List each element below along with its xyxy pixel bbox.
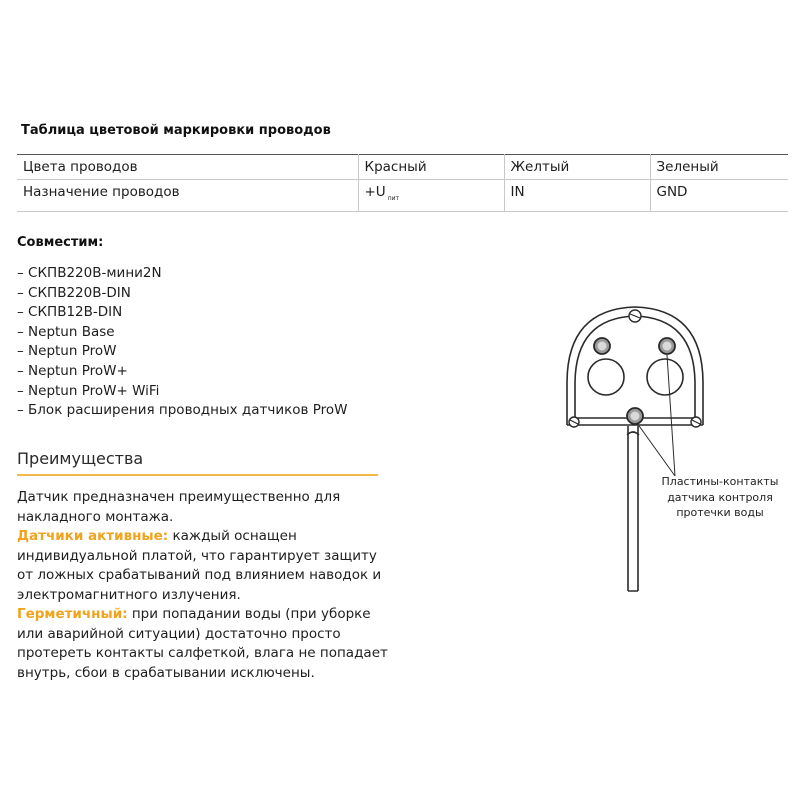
wire-table-title: Таблица цветовой маркировки проводов xyxy=(21,123,331,138)
sensor-hole-right xyxy=(647,359,683,395)
table-cell: Красный xyxy=(358,155,504,180)
caption-line: датчика контроля xyxy=(667,490,773,504)
feature-label-sealed: Герметичный: xyxy=(17,606,128,622)
advantages-intro: Датчик предназначен преимущественно для накладного монтажа. xyxy=(17,489,341,525)
caption-line: протечки воды xyxy=(676,506,764,520)
compatible-title: Совместим: xyxy=(17,235,104,250)
table-row-label: Назначение проводов xyxy=(17,180,358,212)
list-item: – Neptun ProW+ WiFi xyxy=(17,382,160,399)
compatible-list xyxy=(17,264,348,421)
table-cell: IN xyxy=(504,180,650,212)
feature-text-sealed: при попадании воды (при уборке или аварийной ситуации) достаточно просто протереть контакты салфеткой, влага не попадает внутрь, сбои в срабатывании исключены. xyxy=(17,606,388,681)
table-cell: Зеленый xyxy=(650,155,788,180)
list-item: – СКПВ12В-DIN xyxy=(17,304,123,321)
caption-line: Пластины-контакты xyxy=(661,475,779,488)
list-item: – СКПВ220В-DIN xyxy=(17,284,131,301)
advantages-text xyxy=(17,488,397,683)
sensor-hole-left xyxy=(588,359,624,395)
feature-label-active: Датчики активные: xyxy=(17,528,169,544)
list-item: – Блок расширения проводных датчиков ProW xyxy=(17,402,348,419)
advantages-title: Преимущества xyxy=(17,449,144,468)
supply-voltage-symbol: +U xyxy=(364,184,386,200)
sensor-cable xyxy=(628,426,638,591)
supply-voltage-subscript: пит xyxy=(387,195,400,202)
advantages-underline xyxy=(17,474,378,476)
table-row-label: Цвета проводов xyxy=(17,155,358,180)
table-row xyxy=(17,180,788,212)
wire-color-table xyxy=(17,154,788,212)
feature-text-active: каждый оснащен индивидуальной платой, что гарантирует защиту от ложных срабатываний под влиянием наводок и электромагнитного излучения. xyxy=(17,528,382,603)
table-cell xyxy=(358,180,504,212)
table-cell: GND xyxy=(650,180,788,212)
table-cell: Желтый xyxy=(504,155,650,180)
list-item: – СКПВ220В-мини2N xyxy=(17,265,162,281)
list-item: – Neptun Base xyxy=(17,323,115,340)
list-item: – Neptun ProW xyxy=(17,343,117,360)
leader-line xyxy=(637,423,675,476)
water-sensor-drawing xyxy=(555,295,705,595)
table-row xyxy=(17,155,788,180)
list-item: – Neptun ProW+ xyxy=(17,362,128,379)
sensor-caption xyxy=(659,474,781,521)
